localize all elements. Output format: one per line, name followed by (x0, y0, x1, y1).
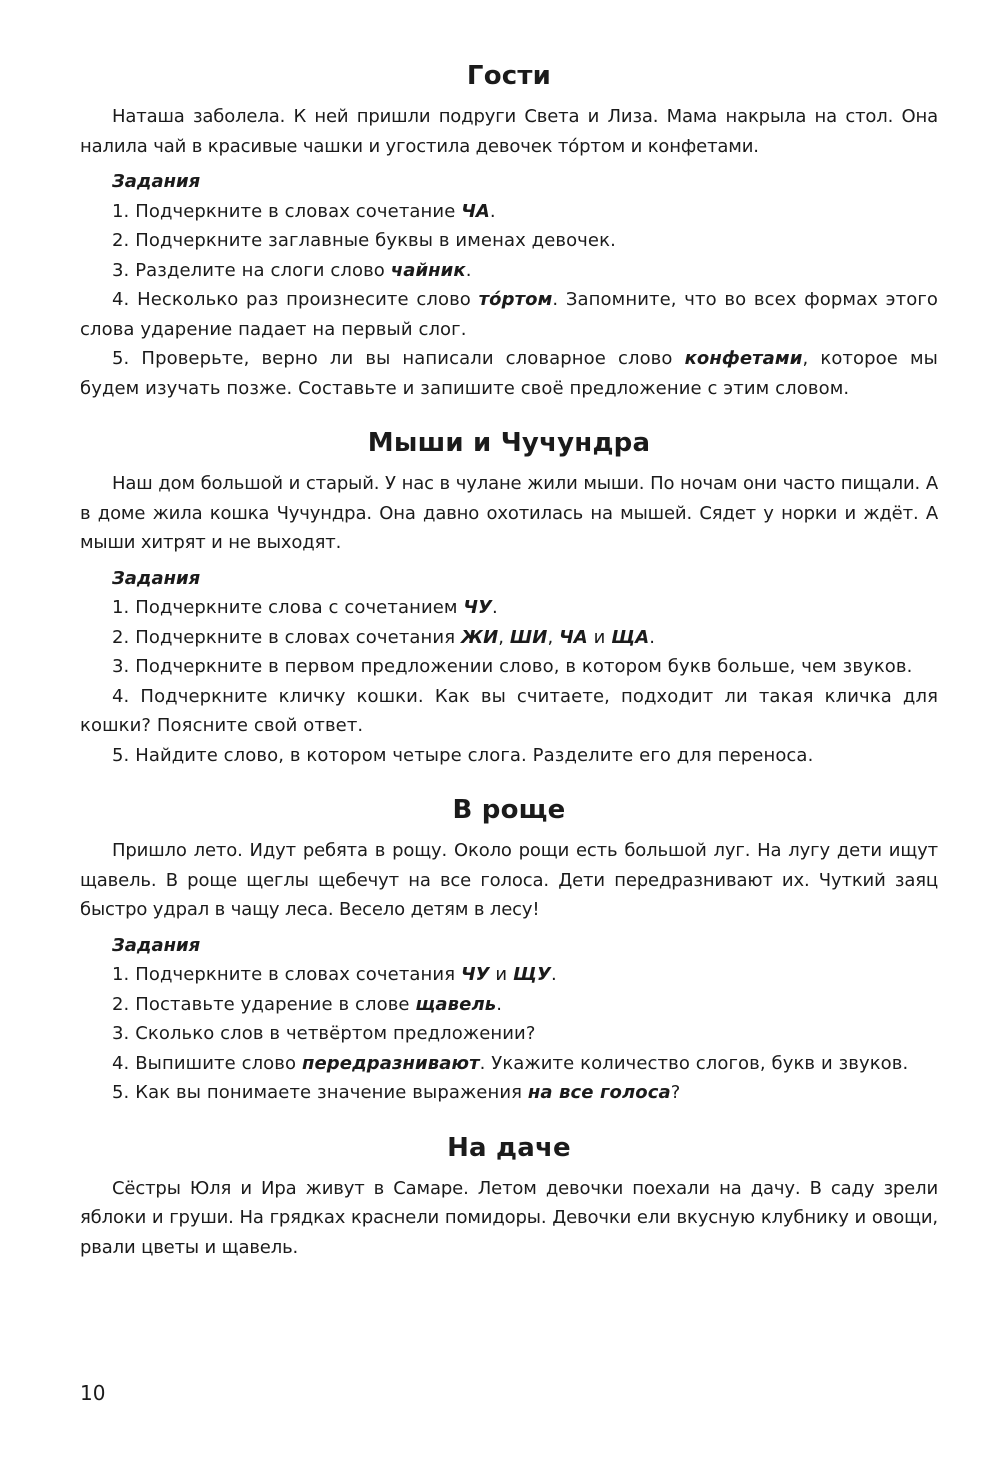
tasks-list (80, 197, 938, 404)
task-text: и (587, 626, 612, 648)
task-text: , (547, 626, 560, 648)
task-item (80, 960, 938, 990)
task-keyword: на все голоса (527, 1082, 671, 1103)
task-keyword: ЩА (611, 626, 650, 648)
task-keyword: ЧА (559, 626, 588, 648)
task-text: . (492, 597, 498, 618)
task-text: 3. Подчеркните в первом предложении слово, в котором букв больше, чем звуков. (112, 656, 913, 677)
task-text: 4. Несколько раз произнесите слово (112, 289, 479, 310)
story-at-the-dacha (80, 1128, 938, 1263)
task-keyword: ЩУ (513, 964, 551, 985)
task-item (80, 285, 938, 344)
story-title: В роще (452, 795, 566, 825)
tasks-list (80, 593, 938, 770)
story-text: Пришло лето. Идут ребята в рощу. Около рощи есть большой луг. На лугу дети ищут щавель. В роще щеглы щебечут на все голоса. Дети передразнивают их. Чуткий заяц быстро удрал в чащу леса. Весело детям в лесу! (80, 840, 938, 920)
story-in-the-grove (80, 790, 938, 1108)
task-text: . (496, 993, 503, 1015)
task-text: 5. Найдите слово, в котором четыре слога. Разделите его для переноса. (112, 744, 814, 766)
task-keyword: ЧУ (463, 597, 493, 618)
task-text: . Укажите количество слогов, букв и звуков. (479, 1052, 909, 1074)
task-text: . (649, 626, 656, 648)
task-text: 3. Сколько слов в четвёртом предложении? (112, 1023, 536, 1044)
task-text: 2. Подчеркните в словах сочетания (112, 626, 461, 648)
task-text: 4. Подчеркните кличку кошки. Как вы считаете, подходит ли такая кличка для кошки? Поясните свой ответ. (80, 685, 938, 736)
task-item (80, 1019, 938, 1049)
story-text: Сёстры Юля и Ира живут в Самаре. Летом девочки поехали на дачу. В саду зрели яблоки и груши. На грядках краснели помидоры. Девочки ели вкусную клубнику и овощи, рвали цветы и щавель. (80, 1177, 938, 1258)
task-item (80, 682, 938, 741)
task-item (80, 741, 938, 771)
story-mice-and-chuchundra (80, 423, 938, 770)
task-keyword: ЖИ (460, 626, 499, 648)
task-text: , (498, 626, 510, 648)
task-text: , которое мы будем изучать позже. Составьте и запишите своё предложение с этим словом. (80, 348, 938, 399)
task-item (80, 593, 938, 623)
story-guests (80, 56, 938, 403)
task-text: 1. Подчеркните в словах сочетание (112, 200, 462, 222)
story-title: Гости (466, 61, 552, 91)
task-text: . (550, 964, 557, 985)
task-item (80, 226, 938, 256)
task-item (80, 623, 938, 653)
task-text: ? (670, 1082, 681, 1103)
task-text: 1. Подчеркните слова с сочетанием (112, 597, 464, 618)
task-keyword: конфетами (684, 348, 803, 369)
tasks-heading: Задания (112, 171, 201, 192)
tasks-heading: Задания (112, 567, 201, 589)
task-text: . (489, 200, 496, 222)
task-item (80, 344, 938, 403)
task-keyword: ЧА (461, 200, 490, 222)
task-text: 1. Подчеркните в словах сочетания (112, 964, 461, 985)
task-keyword: чайник (390, 259, 466, 281)
task-text: и (489, 964, 514, 985)
tasks-list (80, 960, 938, 1108)
task-item (80, 1078, 938, 1108)
task-item (80, 197, 938, 227)
task-keyword: то́ртом (478, 289, 553, 310)
page-content (80, 56, 938, 1262)
task-text: 2. Поставьте ударение в слове (112, 993, 416, 1015)
task-text: . (465, 259, 472, 281)
story-title: Мыши и Чучундра (367, 428, 651, 458)
task-item (80, 990, 938, 1020)
task-keyword: ЧУ (460, 964, 490, 985)
page-number: 10 (80, 1381, 106, 1405)
task-text: 5. Проверьте, верно ли вы написали словарное слово (112, 348, 685, 369)
task-keyword: ШИ (509, 626, 548, 648)
story-title: На даче (447, 1132, 571, 1163)
task-text: . Запомните, что во всех формах этого слова ударение падает на первый слог. (80, 289, 938, 340)
story-text: Наш дом большой и старый. У нас в чулане жили мыши. По ночам они часто пищали. А в доме жила кошка Чучундра. Она давно охотилась на мышей. Сядет у норки и ждёт. А мыши хитрят и не выходят. (80, 473, 938, 553)
task-keyword: передразнивают (301, 1052, 480, 1074)
task-item (80, 1049, 938, 1079)
task-text: 4. Выпишите слово (112, 1052, 302, 1074)
task-keyword: щавель (415, 993, 497, 1015)
task-text: 2. Подчеркните заглавные буквы в именах девочек. (112, 230, 616, 251)
story-text: Наташа заболела. К ней пришли подруги Света и Лиза. Мама накрыла на стол. Она налила чай в красивые чашки и угостила девочек то́ртом и конфетами. (80, 106, 938, 157)
tasks-heading: Задания (112, 934, 201, 956)
task-item (80, 256, 938, 286)
task-text: 5. Как вы понимаете значение выражения (112, 1082, 528, 1103)
task-item (80, 652, 938, 682)
task-text: 3. Разделите на слоги слово (112, 259, 391, 281)
